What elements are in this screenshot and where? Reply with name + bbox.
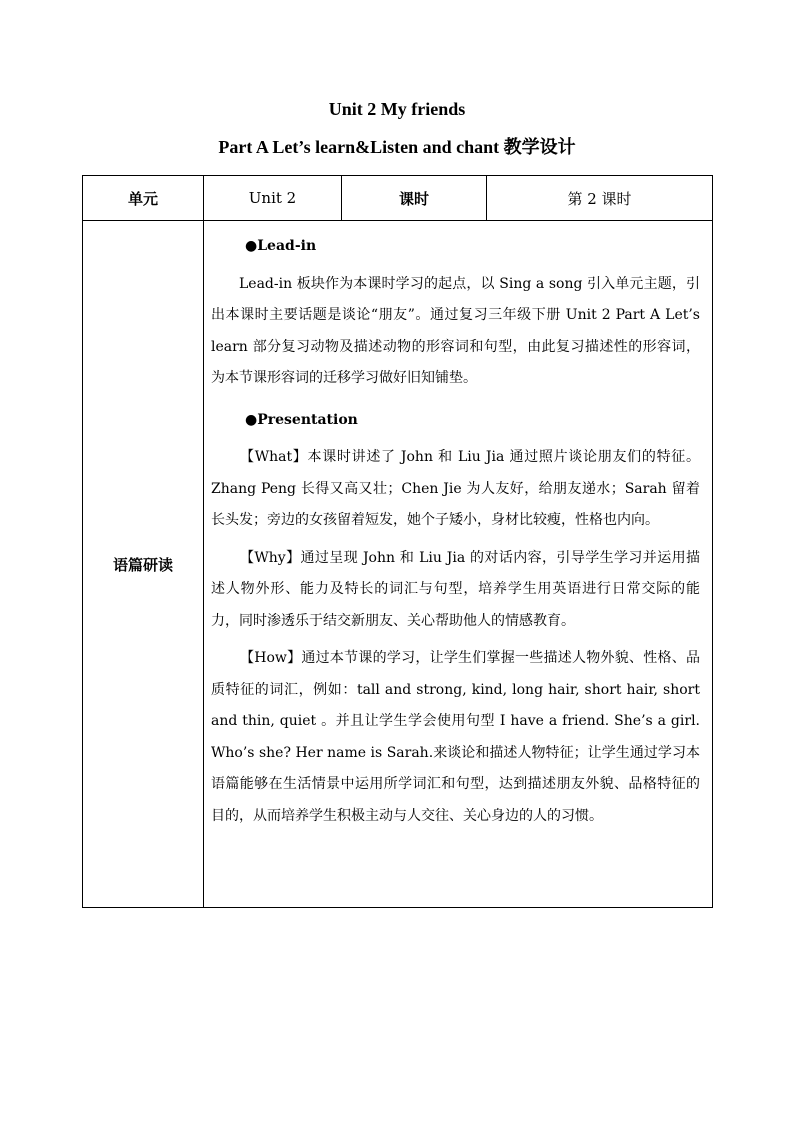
document-title: Unit 2 My friends xyxy=(328,99,466,119)
text-analysis-row xyxy=(83,221,713,908)
lesson-value-cell: 第 2 课时 xyxy=(487,176,713,221)
why-paragraph: 【Why】通过呈现 John 和 Liu Jia 的对话内容，引导学生学习并运用描述人物外形、能力及特长的词汇与句型，培养学生用英语进行日常交际的能力，同时渗透乐于结交新朋友、关心帮助他人的情感教育。 xyxy=(211,549,700,629)
document-subtitle: Part A Let’s learn&Listen and chant 教学设计 xyxy=(218,137,576,157)
lesson-plan-table xyxy=(82,175,713,908)
what-paragraph: 【What】本课时讲述了 John 和 Liu Jia 通过照片谈论朋友们的特征。Zhang Peng 长得又高又壮；Chen Jie 为人友好，给朋友递水；Sarah 留着长头发；旁边的女孩留着短发，她个子矮小，身材比较瘦，性格也内向。 xyxy=(211,449,700,528)
presentation-heading: ●Presentation xyxy=(245,411,358,428)
text-analysis-content xyxy=(204,221,713,908)
unit-label-cell: 单元 xyxy=(83,176,204,221)
leadin-paragraph: Lead-in 板块作为本课时学习的起点，以 Sing a song 引入单元主题，引出本课时主要话题是谈论“朋友”。通过复习三年级下册 Unit 2 Part A Let’s learn 部分复习动物及描述动物的形容词和句型，由此复习描述性的形容词，为本节课形容词的迁移学习做好旧知铺垫。 xyxy=(211,275,700,386)
leadin-heading: ●Lead-in xyxy=(245,238,317,254)
unit-value-cell: Unit 2 xyxy=(204,176,342,221)
table-header-row xyxy=(83,176,713,221)
text-analysis-label: 语篇研读 xyxy=(83,221,204,908)
how-paragraph: 【How】通过本节课的学习，让学生们掌握一些描述人物外貌、性格、品质特征的词汇，例如：tall and strong, kind, long hair, short hair, short and thin, quiet 。并且让学生学会使用句型 I have a friend. She’s a girl. Who’s she? Her name is Sarah.来谈论和描述人物特征；让学生通过学习本语篇能够在生活情景中运用所学词汇和句型，达到描述朋友外貌、品格特征的目的，从而培养学生积极主动与人交往、关心身边的人的习惯。 xyxy=(211,650,700,824)
lesson-label-cell: 课时 xyxy=(342,176,487,221)
